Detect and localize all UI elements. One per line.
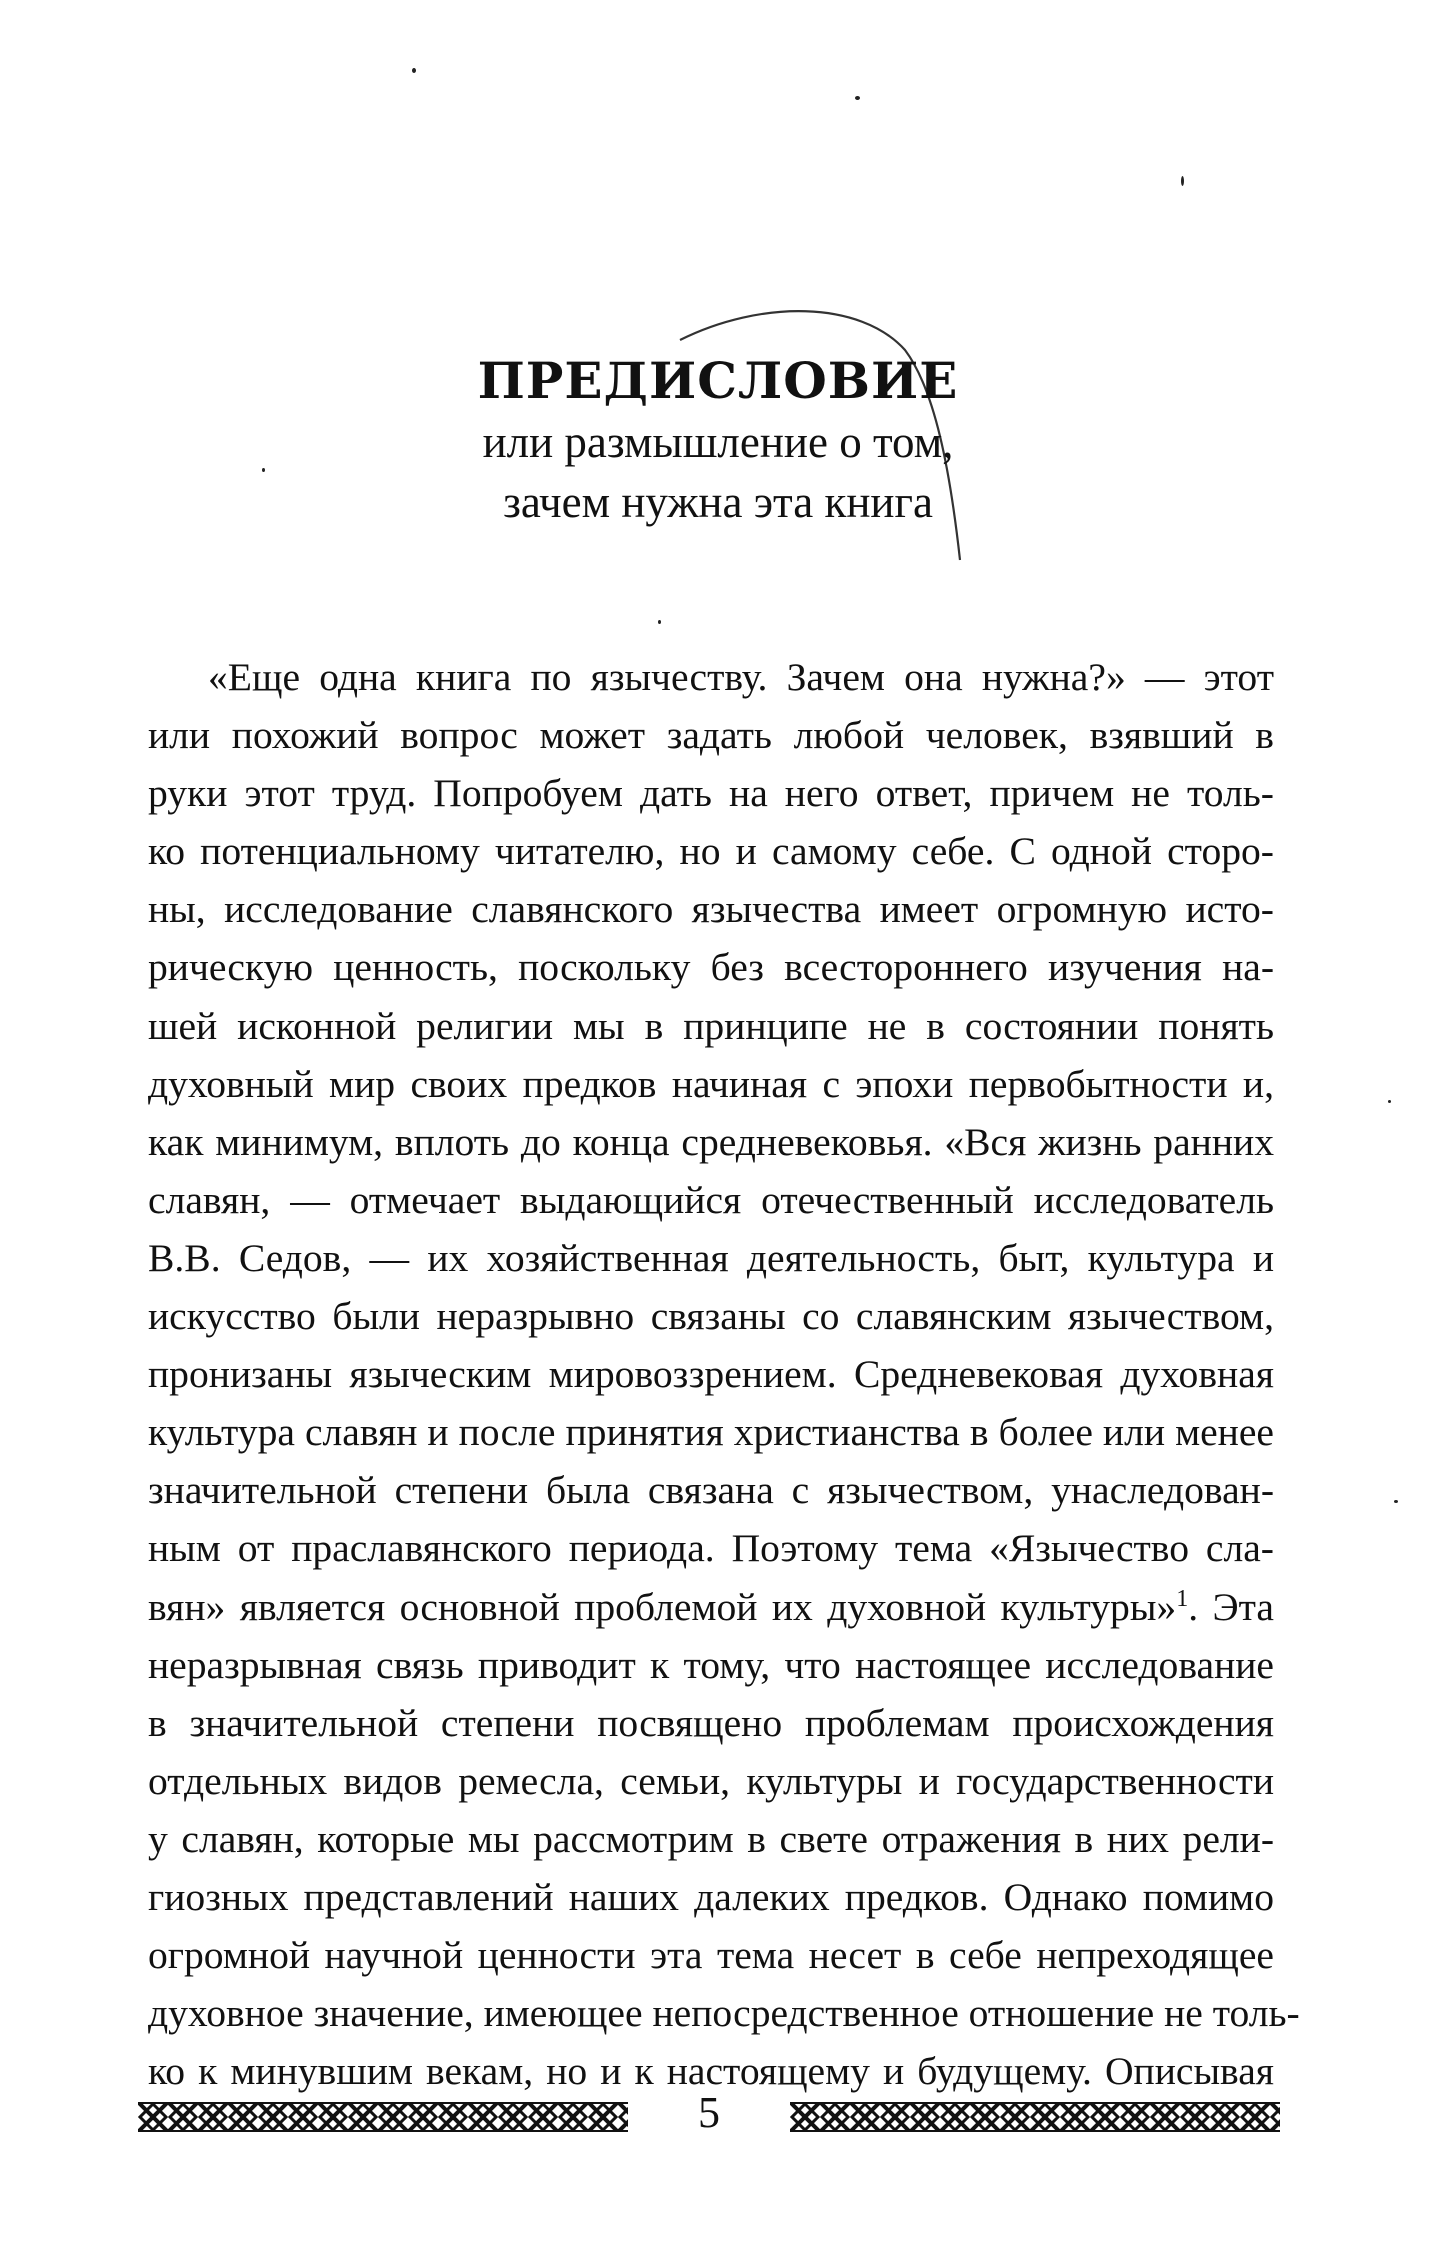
scan-speck — [1394, 1500, 1398, 1503]
chapter-heading — [0, 350, 1436, 532]
footnote-reference: 1 — [1176, 1585, 1189, 1612]
scan-speck — [658, 620, 661, 624]
text-line: неразрывная связь приводит к тому, что настоящее исследование — [148, 1642, 1274, 1687]
chapter-title: ПРЕДИСЛОВИЕ — [477, 351, 959, 410]
text-line: у славян, которые мы рассмотрим в свете отражения в них рели- — [148, 1816, 1274, 1861]
text-line: отдельных видов ремесла, семьи, культуры и государственности — [148, 1758, 1274, 1803]
text-line: пронизаны языческим мировоззрением. Средневековая духовная — [148, 1352, 1274, 1397]
text-line: в значительной степени посвящено проблемам происхождения — [148, 1700, 1274, 1745]
text-line-with-footnote — [148, 1578, 1274, 1636]
text-line: гиозных представлений наших далеких предков. Однако помимо — [148, 1874, 1274, 1919]
body-paragraph — [148, 648, 1300, 2100]
text-line: ко к минувшим векам, но и к настоящему и будущему. Описывая — [148, 2049, 1274, 2094]
chapter-subtitle-line-1: или размышление о том, — [482, 417, 954, 467]
text-line: руки этот труд. Попробуем дать на него ответ, причем не толь- — [148, 771, 1274, 816]
scan-speck — [855, 96, 860, 100]
text-line: «Еще одна книга по язычеству. Зачем она нужна?» — этот — [208, 655, 1274, 699]
text-line: шей исконной религии мы в принципе не в состоянии понять — [148, 1003, 1274, 1048]
scan-speck — [412, 68, 416, 73]
text-line: как минимум, вплоть до конца средневековья. «Вся жизнь ранних — [148, 1119, 1274, 1164]
text-line: огромной научной ценности эта тема несет в себе непреходящее — [148, 1933, 1274, 1978]
text-line: рическую ценность, поскольку без всестороннего изучения на- — [148, 945, 1274, 990]
scan-speck — [1181, 176, 1184, 186]
chapter-subtitle-line-2: зачем нужна эта книга — [503, 477, 933, 527]
page-number: 5 — [698, 2088, 720, 2137]
text-line-content: вян» является основной проблемой их духовной культуры» — [148, 1584, 1177, 1629]
text-line: или похожий вопрос может задать любой человек, взявший в — [148, 713, 1274, 758]
text-line: ны, исследование славянского язычества имеет огромную исто- — [148, 887, 1274, 932]
text-line: В.В. Седов, — их хозяйственная деятельность, быт, культура и — [148, 1235, 1274, 1280]
text-line: духовный мир своих предков начиная с эпохи первобытности и, — [148, 1061, 1274, 1106]
text-line: значительной степени была связана с язычеством, унаследован- — [148, 1468, 1274, 1513]
scan-speck — [1388, 1100, 1391, 1103]
text-line: духовное значение, имеющее непосредственное отношение не толь- — [148, 1991, 1300, 2036]
text-line: ным от праславянского периода. Поэтому тема «Язычество сла- — [148, 1526, 1274, 1571]
text-line: ко потенциальному читателю, но и самому себе. С одной сторо- — [148, 829, 1274, 874]
text-line-tail: . Эта — [1188, 1584, 1275, 1629]
text-line: культура славян и после принятия христианства в более или менее — [148, 1410, 1274, 1455]
text-line: славян, — отмечает выдающийся отечественный исследователь — [148, 1177, 1274, 1222]
ornament-band-right — [790, 2102, 1280, 2132]
text-line: искусство были неразрывно связаны со славянским язычеством, — [148, 1294, 1274, 1339]
page-footer — [138, 2088, 1280, 2144]
